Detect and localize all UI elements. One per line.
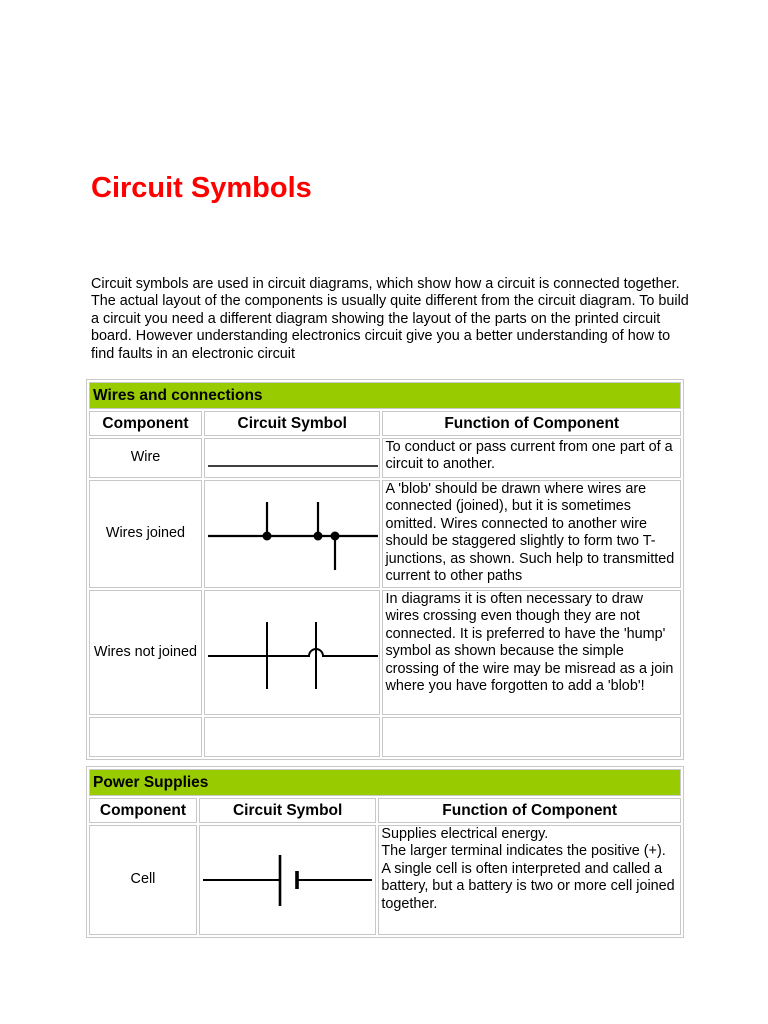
section-heading-wires: Wires and connections [89, 382, 681, 409]
power-supplies-table [86, 766, 684, 938]
section-heading-power: Power Supplies [89, 769, 681, 796]
header-circuit-symbol: Circuit Symbol [204, 411, 381, 436]
component-name: Wires not joined [89, 590, 202, 715]
component-name: Wires joined [89, 480, 202, 588]
header-function: Function of Component [382, 411, 681, 436]
table-row [89, 590, 681, 715]
component-name: Wire [89, 438, 202, 478]
component-function: A 'blob' should be drawn where wires are connected (joined), but it is sometimes omitted. Wires connected to another wire should be staggered slightly to form two T-junctions, as shown. Such help to transmitted current to other paths [382, 480, 681, 588]
component-function: Supplies electrical energy. The larger terminal indicates the positive (+). A single cell is often interpreted and called a battery, but a battery is two or more cell joined together. [378, 825, 681, 935]
wires-joined-symbol [204, 480, 381, 588]
empty-symbol-cell [204, 717, 381, 757]
header-circuit-symbol: Circuit Symbol [199, 798, 376, 823]
wires-not-joined-symbol [204, 590, 381, 715]
header-component: Component [89, 798, 197, 823]
component-function: In diagrams it is often necessary to draw wires crossing even though they are not connected. It is preferred to have the 'hump' symbol as shown because the simple crossing of the wire may be misread as a join where you have forgotten to add a 'blob'! [382, 590, 681, 715]
wire-symbol [204, 438, 381, 478]
component-function [382, 717, 681, 757]
cell-symbol [199, 825, 376, 935]
table-row [89, 480, 681, 588]
wires-table [86, 379, 684, 760]
table-row [89, 438, 681, 478]
component-function: To conduct or pass current from one part of a circuit to another. [382, 438, 681, 478]
header-function: Function of Component [378, 798, 681, 823]
component-name [89, 717, 202, 757]
table-row [89, 717, 681, 757]
table-row [89, 825, 681, 935]
header-component: Component [89, 411, 202, 436]
intro-paragraph: Circuit symbols are used in circuit diagrams, which show how a circuit is connected together. The actual layout of the components is usually quite different from the circuit diagram. To build a circuit you need a different diagram showing the layout of the parts on the printed circuit board. However understanding electronics circuit give you a better understanding of how to find faults in an electronic circuit [91, 276, 689, 362]
page-title: Circuit Symbols [91, 172, 312, 204]
component-name: Cell [89, 825, 197, 935]
